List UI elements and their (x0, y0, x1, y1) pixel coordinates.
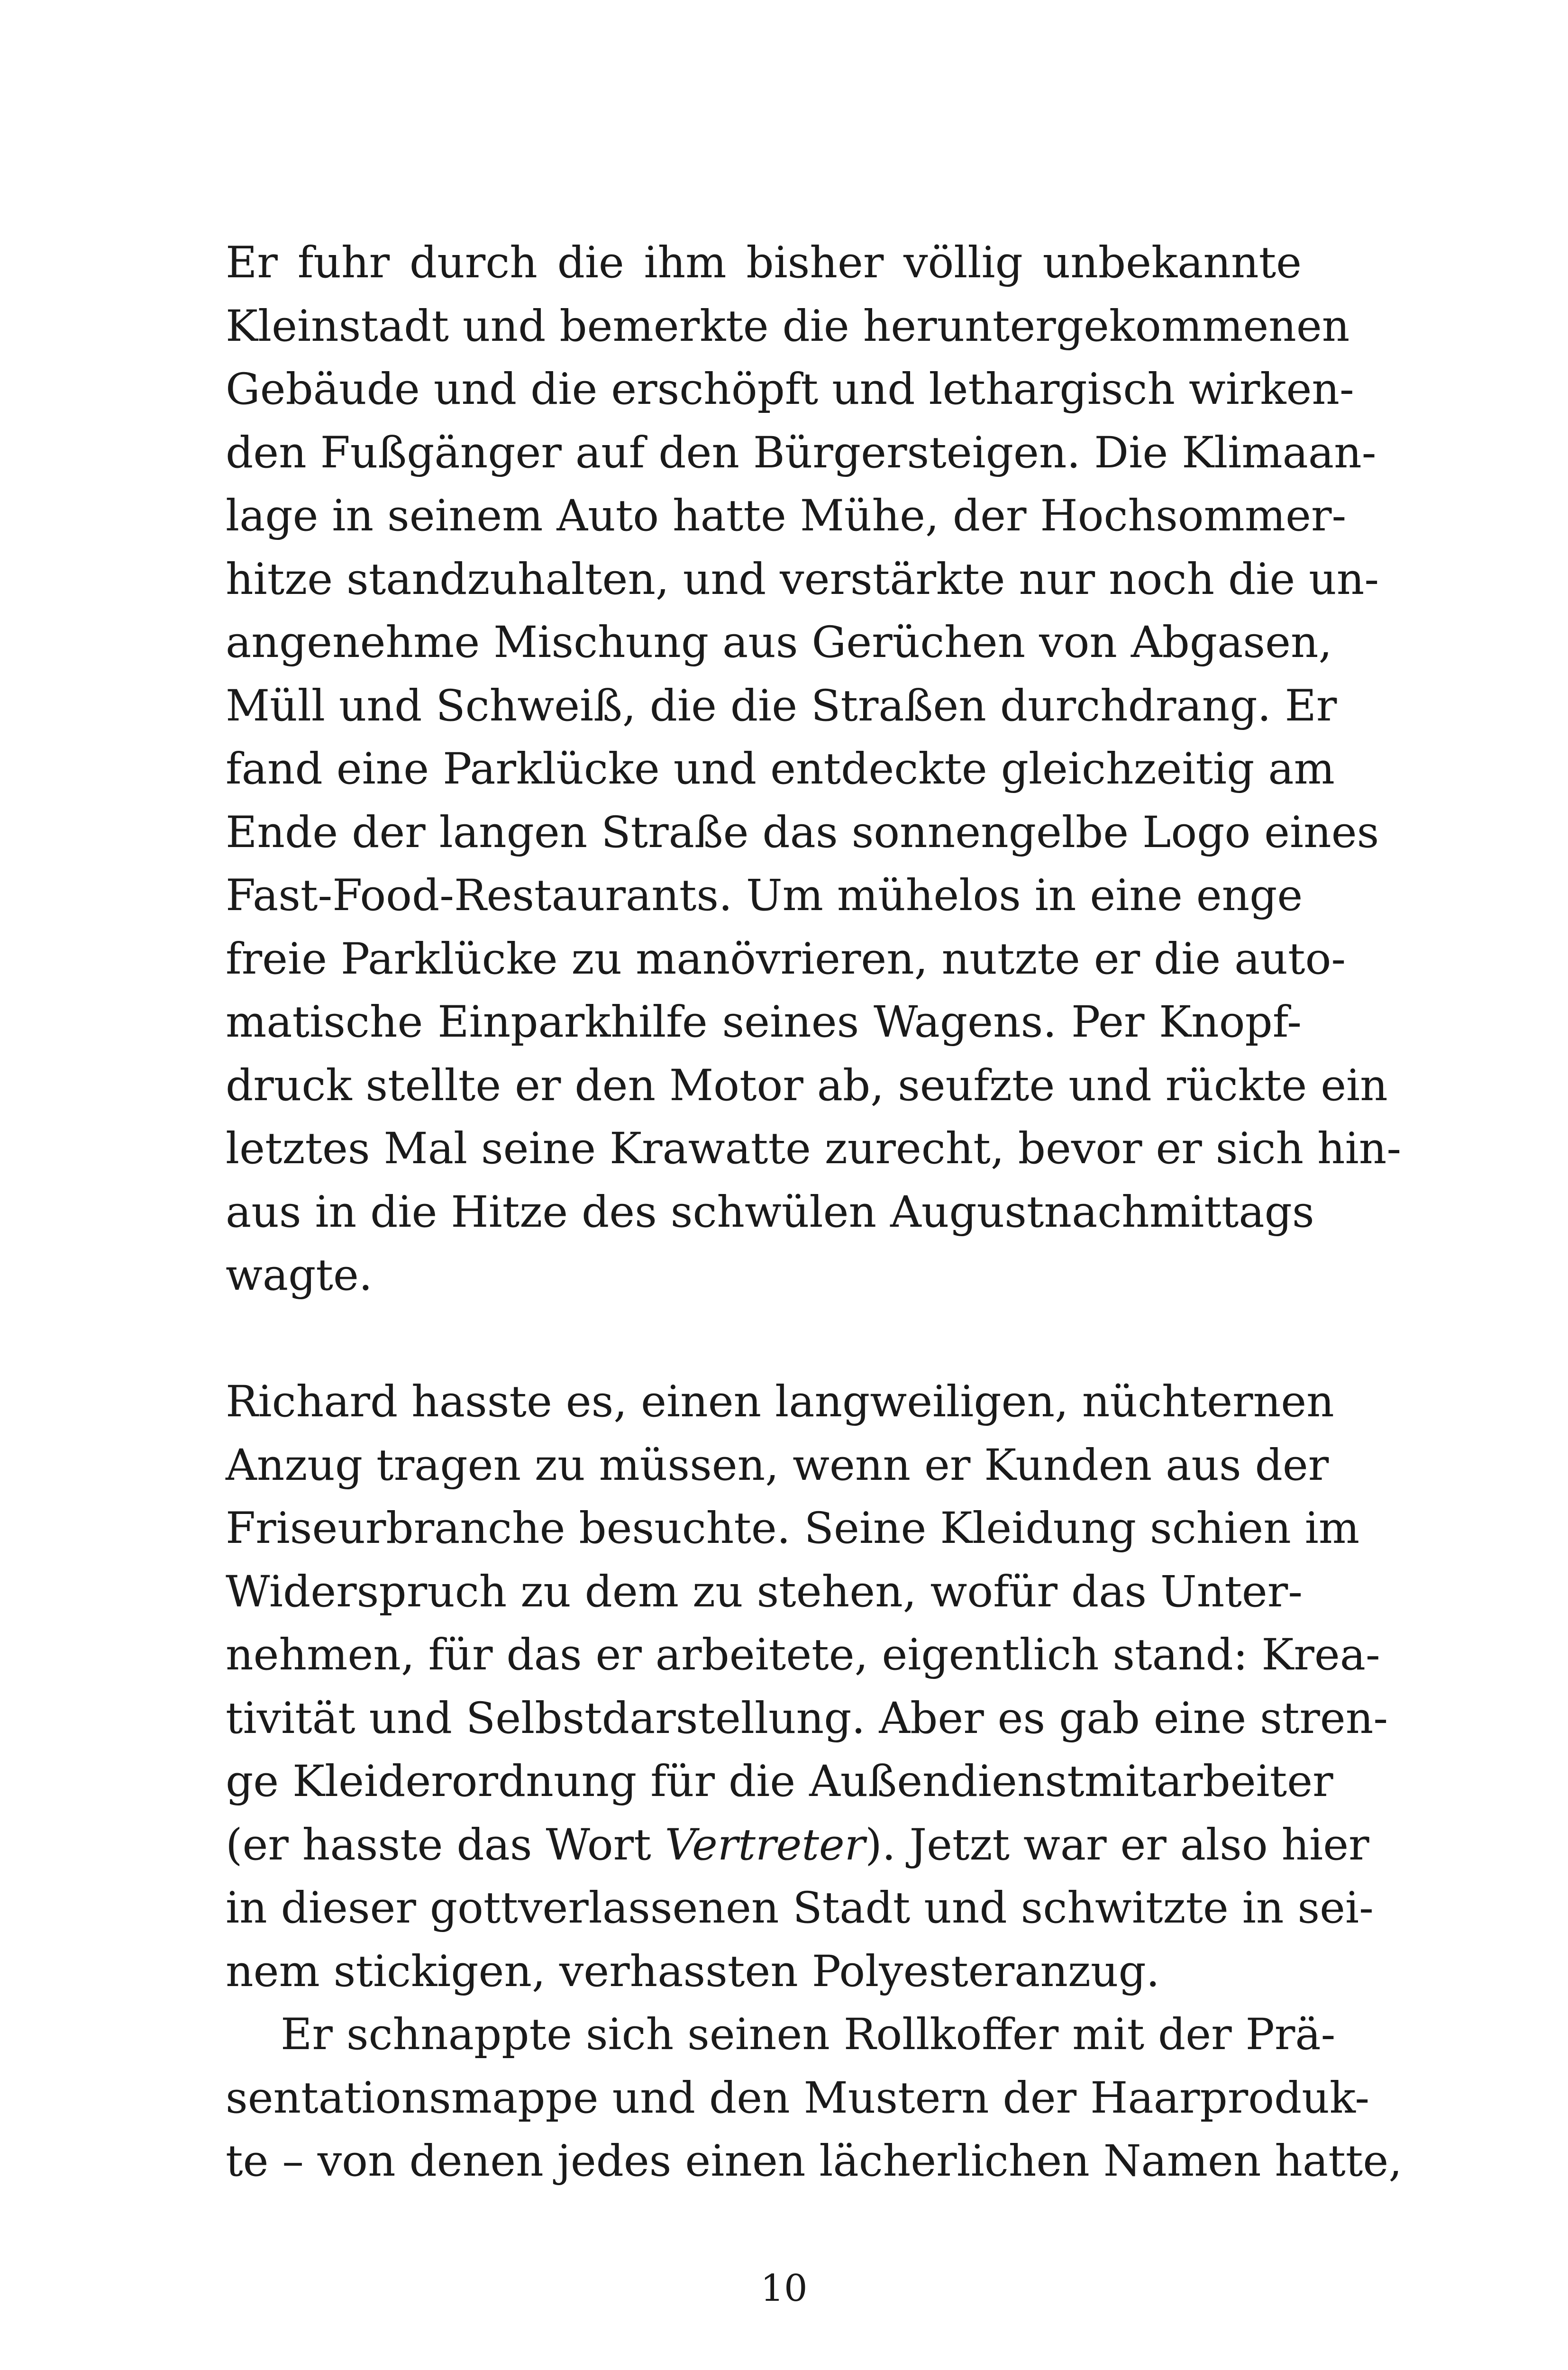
text-line: aus in die Hitze des schwülen Augustnachmittags (226, 1187, 1314, 1237)
text-line: Fast-Food-Restaurants. Um mühelos in eine enge (226, 871, 1303, 921)
text-line: matische Einparkhilfe seines Wagens. Per Knopf- (226, 997, 1302, 1047)
text-line: tivität und Selbstdarstellung. Aber es gab eine stren- (226, 1693, 1388, 1743)
text-line: Widerspruch zu dem zu stehen, wofür das Unter- (226, 1567, 1303, 1617)
text-line: hitze standzuhalten, und verstärkte nur noch die un- (226, 554, 1379, 604)
paragraph-1 (226, 231, 1402, 1307)
text-line: fand eine Parklücke und entdeckte gleichzeitig am (226, 744, 1335, 794)
section-break (226, 1307, 1302, 1371)
text-line (226, 1814, 1369, 1877)
text-line: angenehme Mischung aus Gerüchen von Abgasen, (226, 618, 1332, 667)
text-line: den Fußgänger auf den Bürgersteigen. Die Klimaan- (226, 428, 1377, 478)
text-line: ge Kleiderordnung für die Außendienstmitarbeiter (226, 1757, 1333, 1806)
text-line: te – von denen jedes einen lächerlichen Namen hatte, (226, 2136, 1403, 2186)
text-line: Gebäude und die erschöpft und lethargisch wirken- (226, 365, 1354, 414)
text-line: wagte. (226, 1250, 373, 1300)
body-text (226, 231, 1403, 2193)
text-line: druck stellte er den Motor ab, seufzte und rückte ein (226, 1060, 1388, 1111)
italic-word: Vertreter (665, 1820, 866, 1870)
text-line: letztes Mal seine Krawatte zurecht, bevor er sich hin- (226, 1124, 1402, 1174)
page-number: 10 (760, 2267, 808, 2310)
text-line: Er schnappte sich seinen Rollkoffer mit der Prä- (281, 2010, 1336, 2060)
text-line: nem stickigen, verhassten Polyesteranzug. (226, 1946, 1160, 1996)
text-segment: ). Jetzt war er also hier (865, 1820, 1369, 1870)
text-line: Richard hasste es, einen langweiligen, nüchternen (226, 1377, 1334, 1427)
text-line: sentationsmappe und den Mustern der Haarproduk- (226, 2073, 1370, 2123)
text-line: Friseurbranche besuchte. Seine Kleidung schien im (226, 1504, 1360, 1553)
text-line: Er fuhr durch die ihm bisher völlig unbekannte (226, 238, 1302, 288)
paragraph-3 (226, 2003, 1403, 2193)
text-line: in dieser gottverlassenen Stadt und schwitzte in sei- (226, 1883, 1374, 1933)
text-line: Ende der langen Straße das sonnengelbe Logo eines (226, 807, 1379, 857)
text-line: freie Parklücke zu manövrieren, nutzte er die auto- (226, 934, 1346, 984)
text-line: Anzug tragen zu müssen, wenn er Kunden aus der (226, 1440, 1329, 1490)
text-line: nehmen, für das er arbeitete, eigentlich stand: Krea- (226, 1630, 1380, 1680)
paragraph-2 (226, 1370, 1388, 2003)
text-line: Kleinstadt und bemerkte die heruntergekommenen (226, 301, 1350, 351)
text-line: lage in seinem Auto hatte Mühe, der Hochsommer- (226, 491, 1347, 541)
text-segment: (er hasste das Wort (226, 1820, 665, 1870)
text-line: Müll und Schweiß, die die Straßen durchdrang. Er (226, 681, 1337, 731)
